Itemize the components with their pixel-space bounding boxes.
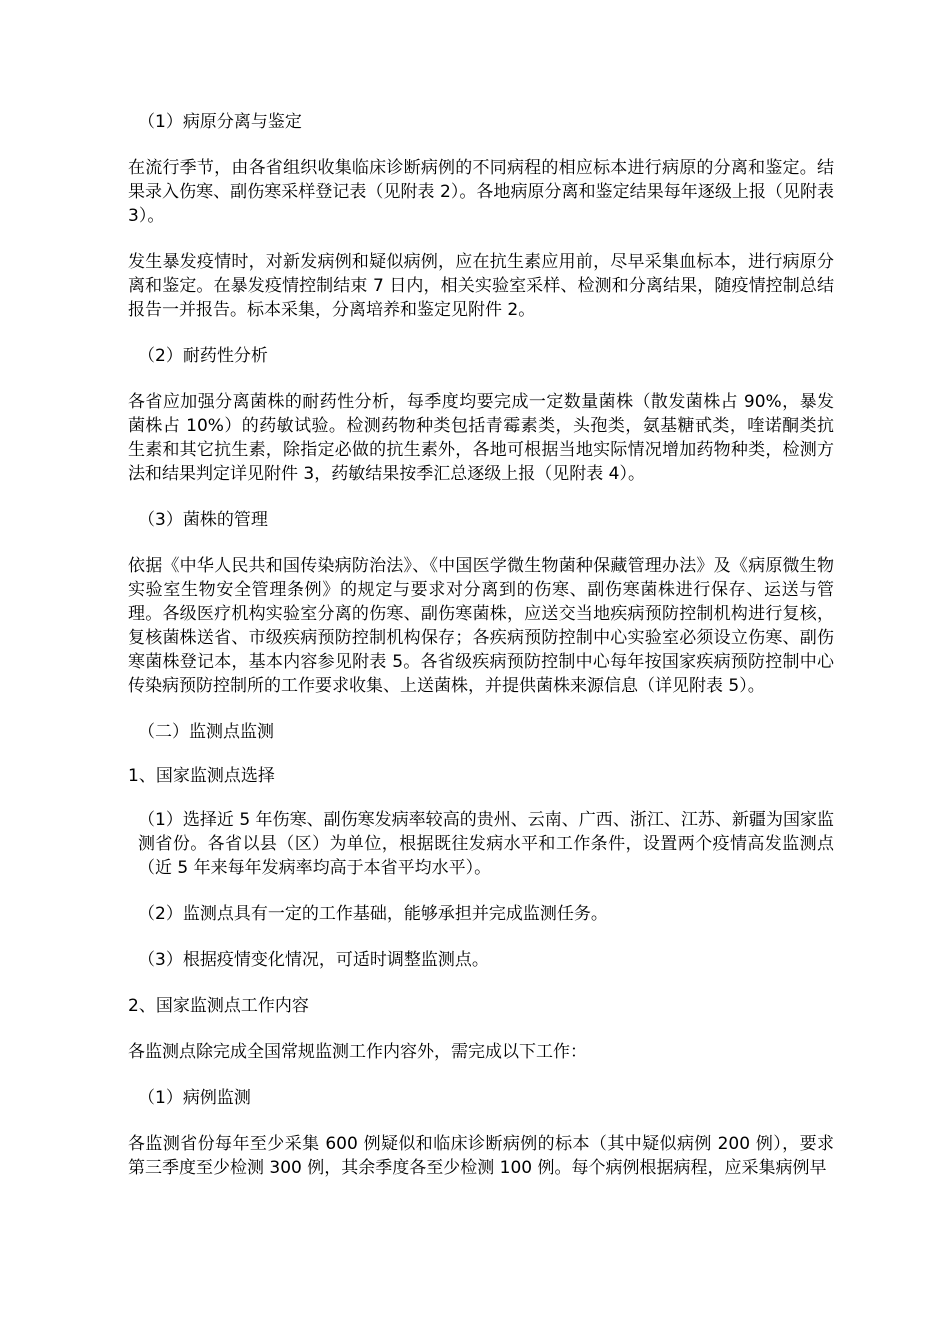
paragraph-strain-management: 依据《中华人民共和国传染病防治法》、《中国医学微生物菌种保藏管理办法》及《病原微生物实验室生物安全管理条例》的规定与要求对分离到的伤寒、副伤寒菌株进行保存、运送与管理。各级医疗机构实验室分离的伤寒、副伤寒菌株，应送交当地疾病预防控制机构进行复核，复核菌株送省、市级疾病预防控制机构保存；各疾病预防控制中心实验室必须设立伤寒、副伤寒菌株登记本，基本内容参见附表 5。各省级疾病预防控制中心每年按国家疾病预防控制中心传染病预防控制所的工作要求收集、上送菌株，并提供菌株来源信息（详见附表 5）。 [128, 556, 834, 696]
paragraph-epidemic-season: 在流行季节，由各省组织收集临床诊断病例的不同病程的相应标本进行病原的分离和鉴定。结果录入伤寒、副伤寒采样登记表（见附表 2）。各地病原分离和鉴定结果每年逐级上报（见附表 3）。 [128, 158, 834, 226]
section-heading-strain-management: （3）菌株的管理 [138, 510, 268, 530]
paragraph-site-selection-2: （2）监测点具有一定的工作基础，能够承担并完成监测任务。 [138, 904, 608, 924]
section-heading-case-surveillance: （1）病例监测 [138, 1088, 251, 1108]
document-page [124, 110, 834, 1180]
paragraph-site-selection-1: （1）选择近 5 年伤寒、副伤寒发病率较高的贵州、云南、广西、浙江、江苏、新疆为国家监测省份。各省以县（区）为单位，根据既往发病水平和工作条件，设置两个疫情高发监测点（近 5 年来每年发病率均高于本省平均水平）。 [138, 810, 834, 878]
subheading-site-selection: 1、国家监测点选择 [128, 766, 275, 786]
paragraph-site-selection-3: （3）根据疫情变化情况，可适时调整监测点。 [138, 950, 489, 970]
paragraph-drug-resistance: 各省应加强分离菌株的耐药性分析，每季度均要完成一定数量菌株（散发菌株占 90%，暴发菌株占 10%）的药敏试验。检测药物种类包括青霉素类，头孢类，氨基糖甙类，喹诺酮类抗生素和其它抗生素，除指定必做的抗生素外，各地可根据当地实际情况增加药物种类，检测方法和结果判定详见附件 3，药敏结果按季汇总逐级上报（见附表 4）。 [128, 392, 834, 484]
paragraph-outbreak: 发生暴发疫情时，对新发病例和疑似病例，应在抗生素应用前，尽早采集血标本，进行病原分离和鉴定。在暴发疫情控制结束 7 日内，相关实验室采样、检测和分离结果，随疫情控制总结报告一并报告。标本采集，分离培养和鉴定见附件 2。 [128, 252, 834, 320]
section-heading-sentinel-surveillance: （二）监测点监测 [138, 722, 274, 742]
section-heading-pathogen-isolation: （1）病原分离与鉴定 [138, 112, 302, 132]
paragraph-site-work-intro: 各监测点除完成全国常规监测工作内容外，需完成以下工作： [128, 1042, 587, 1062]
paragraph-case-surveillance: 各监测省份每年至少采集 600 例疑似和临床诊断病例的标本（其中疑似病例 200 例），要求第三季度至少检测 300 例，其余季度各至少检测 100 例。每个病例根据病程，应采集病例早 [128, 1134, 834, 1178]
section-heading-drug-resistance: （2）耐药性分析 [138, 346, 268, 366]
subheading-site-work: 2、国家监测点工作内容 [128, 996, 309, 1016]
